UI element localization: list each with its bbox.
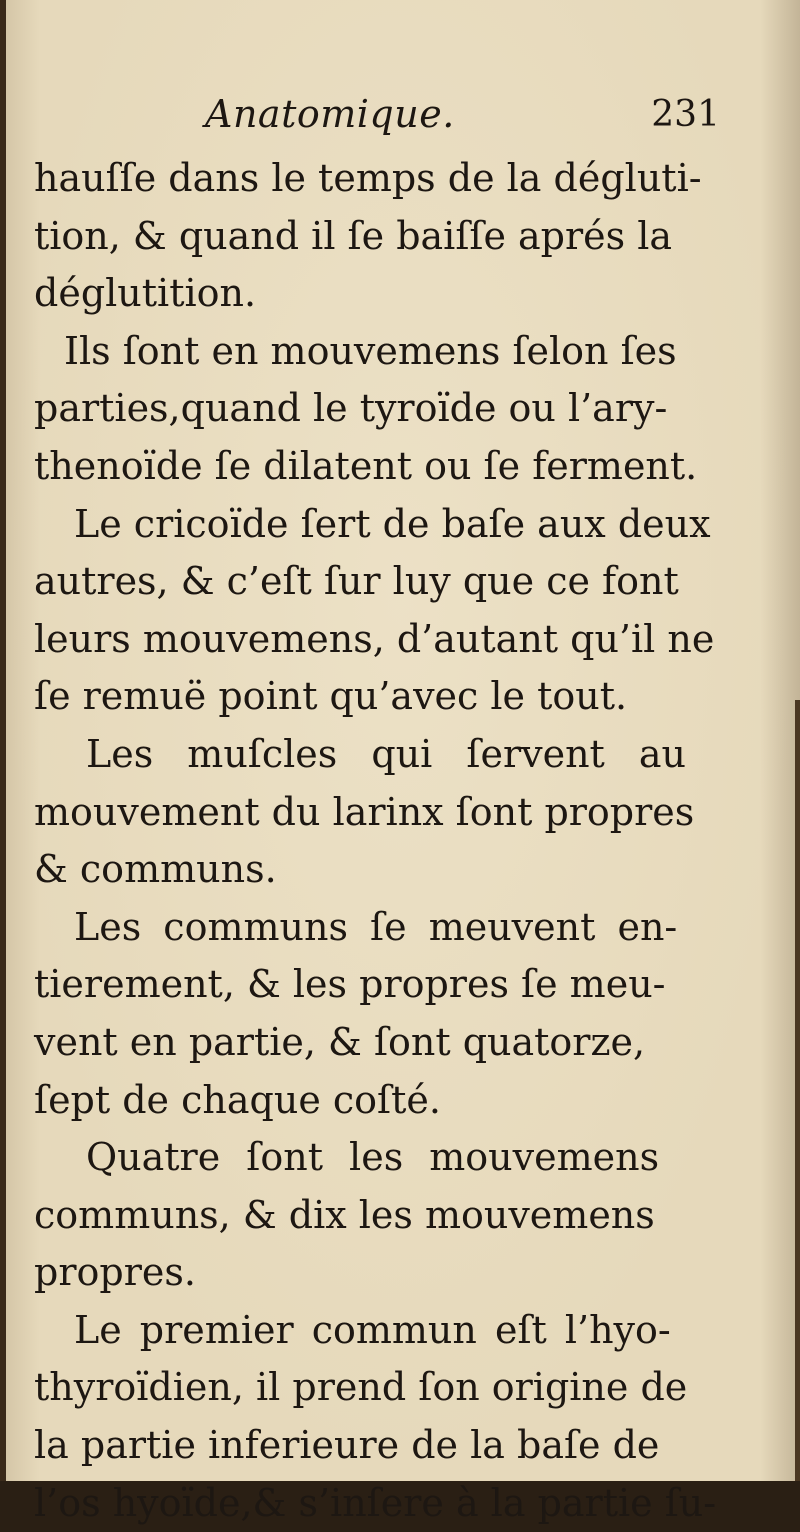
page-left-edge <box>0 0 6 1481</box>
text-line: Ils ſont en mouvemens ſelon ſes <box>64 328 677 373</box>
text-line: tion, & quand il ſe baiſſe aprés la <box>34 213 673 258</box>
page-number: 231 <box>651 94 720 135</box>
text-line: ſe remuë point qu’avec le tout. <box>34 674 628 719</box>
text-line: Le premier commun eſt l’hyo- <box>74 1307 671 1352</box>
text-line: tierement, & les propres ſe meu- <box>34 962 666 1007</box>
text-line: & communs. <box>34 847 277 892</box>
text-line: Le cricoïde ſert de baſe aux deux <box>74 501 711 546</box>
running-title: Anatomique. <box>205 92 455 136</box>
text-line: parties,quand le tyroïde ou l’ary- <box>34 386 668 431</box>
page-right-edge <box>795 700 800 1481</box>
body-text <box>34 150 734 1532</box>
text-line: thyroïdien, il prend ſon origine de <box>34 1365 688 1410</box>
text-line: vent en partie, & ſont quatorze, <box>34 1019 646 1064</box>
text-line: communs, & dix les mouvemens <box>34 1192 655 1237</box>
text-line: thenoïde ſe dilatent ou ſe ferment. <box>34 443 698 488</box>
text-line: Quatre ſont les mouvemens <box>86 1135 660 1180</box>
text-line: propres. <box>34 1250 196 1295</box>
text-line: l’os hyoïde,& s’inſere à la partie ſu- <box>34 1480 717 1525</box>
text-line: Les communs ſe meuvent en- <box>74 904 678 949</box>
text-line: déglutition. <box>34 271 257 316</box>
text-line: mouvement du larinx ſont propres <box>34 789 695 834</box>
text-line: autres, & c’eſt ſur luy que ce font <box>34 559 679 604</box>
text-line: ſept de chaque coſté. <box>34 1077 441 1122</box>
page-header <box>205 92 720 142</box>
text-line: hauſſe dans le temps de la dégluti- <box>34 156 702 200</box>
text-line: leurs mouvemens, d’autant qu’il ne <box>34 616 715 661</box>
text-line: la partie inferieure de la baſe de <box>34 1423 660 1468</box>
text-line: Les muſcles qui ſervent au <box>86 731 687 776</box>
